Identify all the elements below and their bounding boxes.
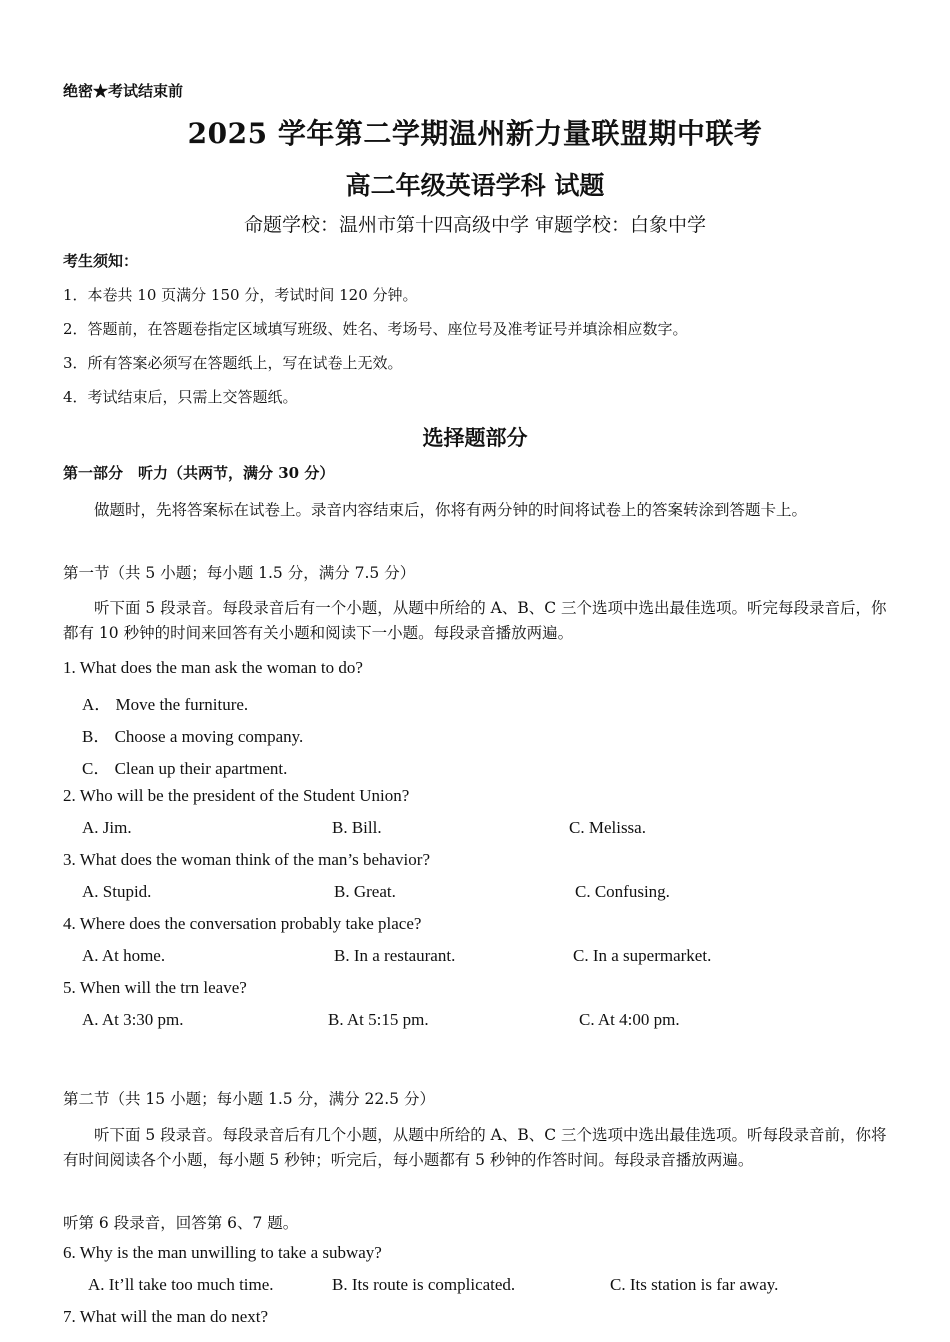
notice-item: 1．本卷共 10 页满分 150 分，考试时间 120 分钟。 — [63, 286, 418, 304]
q4-option-a: A. At home. — [82, 946, 166, 965]
q5-option-b: B. At 5:15 pm. — [328, 1010, 429, 1029]
q5-option-c: C. At 4:00 pm. — [579, 1010, 680, 1029]
q2-option-c: C. Melissa. — [569, 818, 646, 837]
q1-option-b: B． Choose a moving company. — [82, 727, 304, 746]
question-2: 2. Who will be the president of the Student Union? — [63, 786, 410, 805]
question-3: 3. What does the woman think of the man’s behavior? — [63, 850, 430, 869]
part1-instructions: 做题时，先将答案标在试卷上。录音内容结束后，你将有两分钟的时间将试卷上的答案转涂到答题卡上。 — [94, 501, 808, 519]
q3-option-c: C. Confusing. — [575, 882, 670, 901]
section2-heading: 第二节（共 15 小题；每小题 1.5 分，满分 22.5 分） — [63, 1090, 435, 1108]
schools-line: 命题学校：温州市第十四高级中学 审题学校：白象中学 — [243, 214, 707, 236]
q6-option-b: B. Its route is complicated. — [332, 1275, 516, 1294]
q2-option-b: B. Bill. — [332, 818, 382, 837]
exam-subtitle: 高二年级英语学科 试题 — [345, 171, 605, 200]
q2-option-a: A. Jim. — [82, 818, 132, 837]
group-note: 听第 6 段录音，回答第 6、7 题。 — [63, 1214, 299, 1232]
q4-option-b: B. In a restaurant. — [334, 946, 456, 965]
section2-instructions: 听下面 5 段录音。每段录音后有几个小题，从题中所给的 A、B、C 三个选项中选出最佳选项。听每段录音前，你将有时间阅读各个小题，每小题 5 秒钟；听完后，每小题都有 5 秒钟的作答时间。每段录音播放两遍。 — [63, 1126, 887, 1169]
notice-heading: 考生须知： — [63, 252, 139, 270]
question-7: 7. What will the man do next? — [63, 1307, 269, 1326]
section1-instructions: 听下面 5 段录音。每段录音后有一个小题，从题中所给的 A、B、C 三个选项中选出最佳选项。听完每段录音后，你都有 10 秒钟的时间来回答有关小题和阅读下一小题。每段录音播放两遍。 — [63, 599, 887, 642]
section-title: 选择题部分 — [422, 425, 528, 450]
q3-option-b: B. Great. — [334, 882, 396, 901]
question-6: 6. Why is the man unwilling to take a subway? — [63, 1243, 382, 1262]
q1-option-c: C． Clean up their apartment. — [82, 759, 288, 778]
exam-title: 2025 学年第二学期温州新力量联盟期中联考 — [187, 117, 763, 150]
q6-option-c: C. Its station is far away. — [610, 1275, 779, 1294]
notice-item: 2．答题前，在答题卷指定区域填写班级、姓名、考场号、座位号及准考证号并填涂相应数字。 — [63, 320, 688, 338]
q4-option-c: C. In a supermarket. — [573, 946, 712, 965]
confidential-label: 绝密★考试结束前 — [63, 82, 184, 100]
notice-item: 4．考试结束后，只需上交答题纸。 — [63, 388, 298, 406]
q6-option-a: A. It’ll take too much time. — [88, 1275, 274, 1294]
q1-option-a: A． Move the furniture. — [82, 695, 249, 714]
question-5: 5. When will the trn leave? — [63, 978, 247, 997]
question-1: 1. What does the man ask the woman to do? — [63, 658, 363, 677]
question-4: 4. Where does the conversation probably take place? — [63, 914, 422, 933]
q5-option-a: A. At 3:30 pm. — [82, 1010, 184, 1029]
notice-item: 3．所有答案必须写在答题纸上，写在试卷上无效。 — [63, 354, 403, 372]
part1-heading: 第一部分 听力（共两节，满分 30 分） — [63, 464, 335, 482]
q3-option-a: A. Stupid. — [82, 882, 152, 901]
section1-heading: 第一节（共 5 小题；每小题 1.5 分，满分 7.5 分） — [63, 564, 416, 582]
